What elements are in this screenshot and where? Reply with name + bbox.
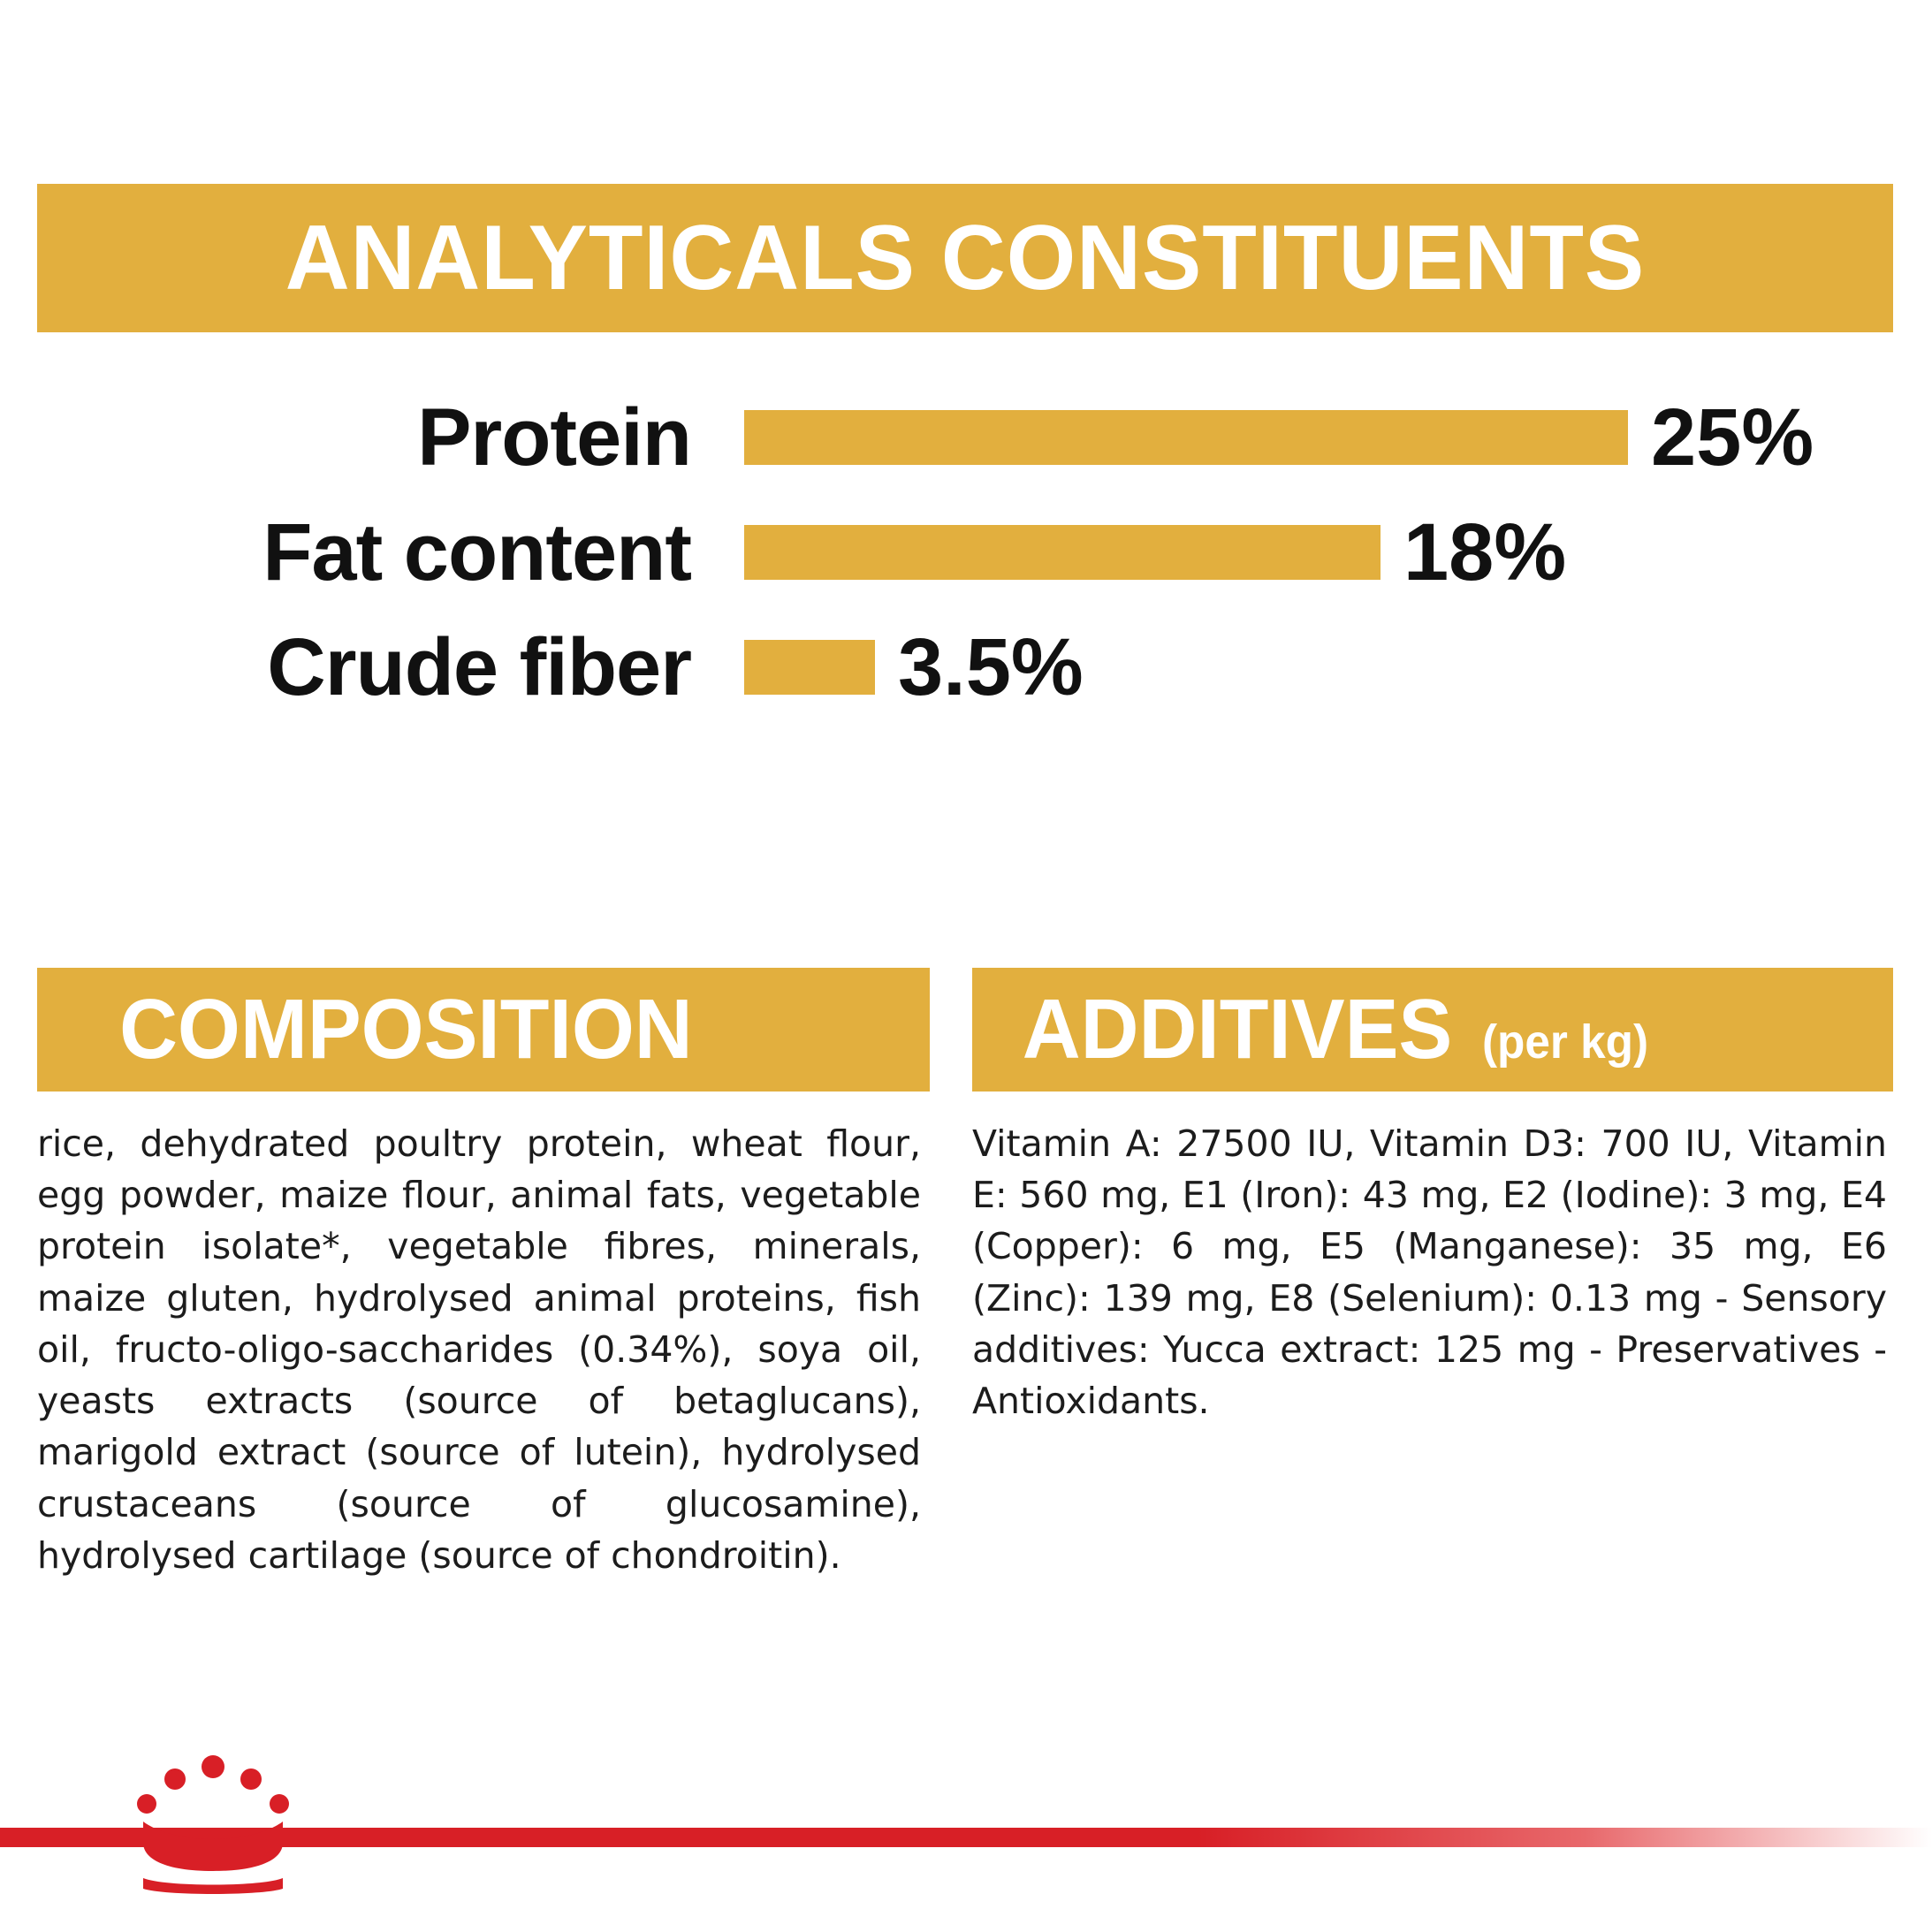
nutrient-bar-group-protein (744, 392, 1814, 483)
nutrient-bar-protein (744, 410, 1628, 465)
nutrient-value-fat-content: 18% (1403, 507, 1567, 597)
analyticals-title: ANALYTICALS CONSTITUENTS (285, 206, 1646, 309)
composition-section (37, 968, 930, 1581)
composition-title: COMPOSITION (119, 982, 693, 1076)
nutrient-label-protein: Protein (417, 392, 691, 483)
nutrient-bar-group-crude-fiber (744, 622, 1084, 712)
nutrient-row (37, 610, 1893, 725)
additives-section (972, 968, 1893, 1426)
nutrient-label-crude-fiber: Crude fiber (267, 622, 691, 712)
additives-header-band (972, 968, 1893, 1092)
nutrient-value-protein: 25% (1651, 392, 1814, 483)
composition-text: rice, dehydrated poultry protein, wheat flour, egg powder, maize flour, animal fats, vegetable protein isolate*, vegetable fibres, minerals, maize gluten, hydrolysed animal proteins, fish oil, fructo-oligo-saccharides (0.34%), soya oil, yeasts extracts (source of betaglucans), marigold extract (source of lutein), hydrolysed crustaceans (source of glucosamine), hydrolysed cartilage (source of chondroitin). (37, 1122, 921, 1577)
royal-canin-crown-logo-icon (129, 1754, 297, 1896)
analyticals-header-band (37, 184, 1893, 332)
nutrient-label-fat-content: Fat content (262, 507, 691, 597)
nutrient-bar-fat-content (744, 525, 1381, 580)
nutrient-bar-group-fat-content (744, 507, 1567, 597)
nutrient-row (37, 495, 1893, 610)
nutrient-row (37, 380, 1893, 495)
additives-title-suffix: (per kg) (1482, 1015, 1649, 1069)
composition-header-band (37, 968, 930, 1092)
nutrient-bar-crude-fiber (744, 640, 875, 695)
analyticals-chart (37, 380, 1893, 725)
nutrient-value-crude-fiber: 3.5% (898, 622, 1084, 712)
additives-title: ADDITIVES (1022, 982, 1453, 1076)
additives-text: Vitamin A: 27500 IU, Vitamin D3: 700 IU, Vitamin E: 560 mg, E1 (Iron): 43 mg, E2 (Iodine): 3 mg, E4 (Copper): 6 mg, E5 (Manganese): 35 mg, E6 (Zinc): 139 mg, E8 (Selenium): 0.13 mg - Sensory additives: Yucca extract: 125 mg - Preservatives - Antioxidants. (972, 1122, 1887, 1423)
